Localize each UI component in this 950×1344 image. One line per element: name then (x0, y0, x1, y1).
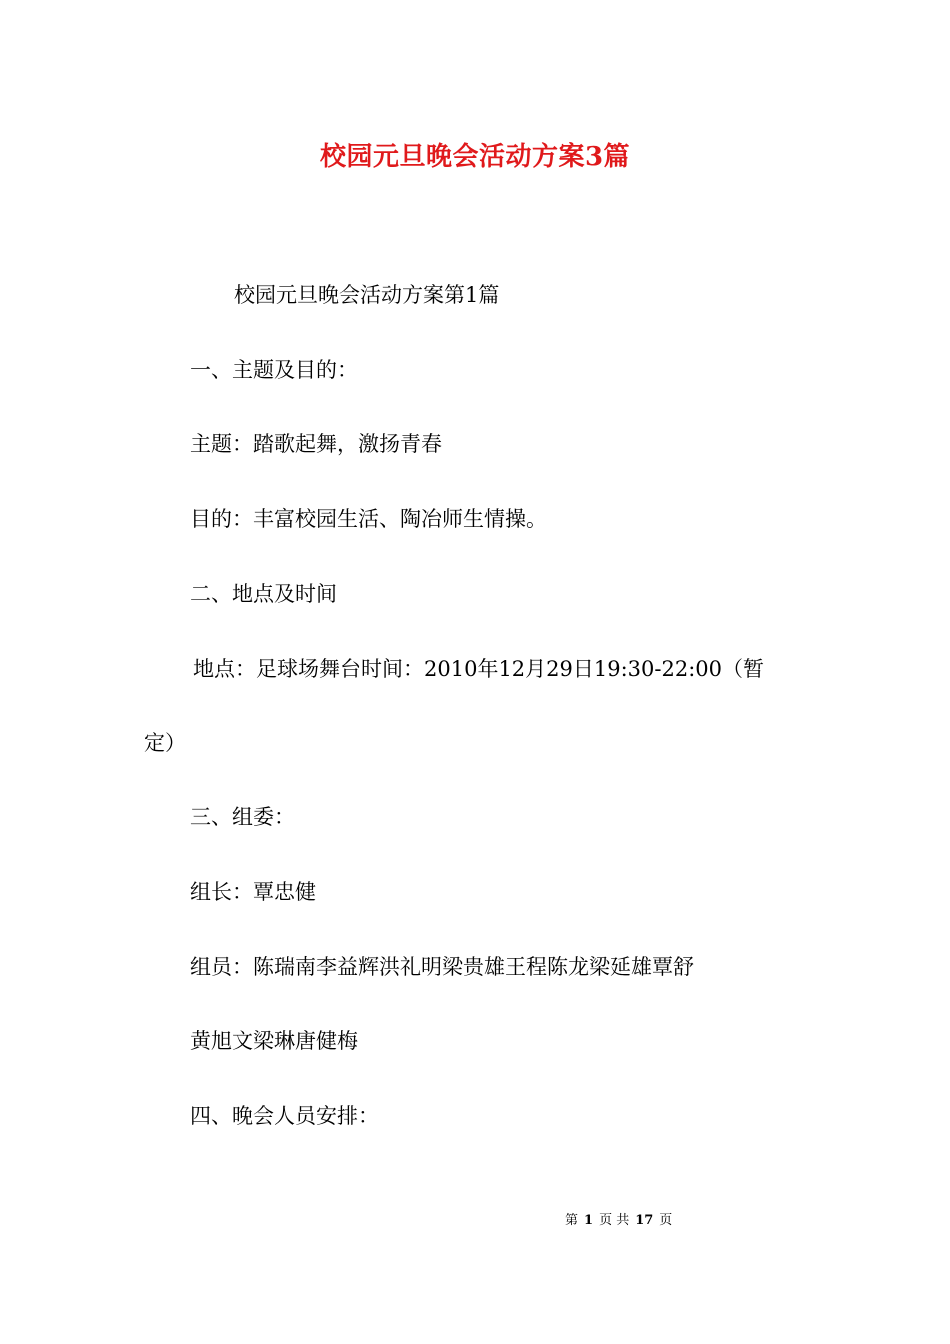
paragraph-leader: 组长：覃忠健 (190, 880, 316, 904)
paragraph-members: 组员：陈瑞南李益辉洪礼明梁贵雄王程陈龙梁延雄覃舒 (190, 955, 694, 979)
section-title: 校园元旦晚会活动方案第1篇 (234, 283, 500, 307)
paragraph-location-time-continued: 定） (144, 731, 186, 755)
footer-total-pages: 17 (635, 1213, 654, 1228)
heading-theme-purpose: 一、主题及目的： (190, 358, 358, 382)
heading-committee: 三、组委： (190, 805, 295, 829)
document-title: 校园元旦晚会活动方案3篇 (319, 142, 631, 172)
heading-location-time: 二、地点及时间 (190, 582, 337, 606)
paragraph-purpose: 目的：丰富校园生活、陶冶师生情操。 (190, 507, 547, 531)
paragraph-location-time: 地点：足球场舞台时间：2010年12月29日19:30-22:00（暂 (193, 657, 765, 681)
footer-prefix: 第 (565, 1213, 579, 1228)
footer-current-page: 1 (584, 1213, 594, 1228)
heading-staff-arrangement: 四、晚会人员安排： (190, 1104, 379, 1128)
paragraph-theme: 主题：踏歌起舞，激扬青春 (190, 432, 442, 456)
paragraph-members-continued: 黄旭文梁琳唐健梅 (190, 1029, 358, 1053)
footer-suffix: 页 (659, 1213, 673, 1228)
page-footer (565, 1209, 678, 1228)
footer-middle: 页 共 (599, 1213, 630, 1228)
